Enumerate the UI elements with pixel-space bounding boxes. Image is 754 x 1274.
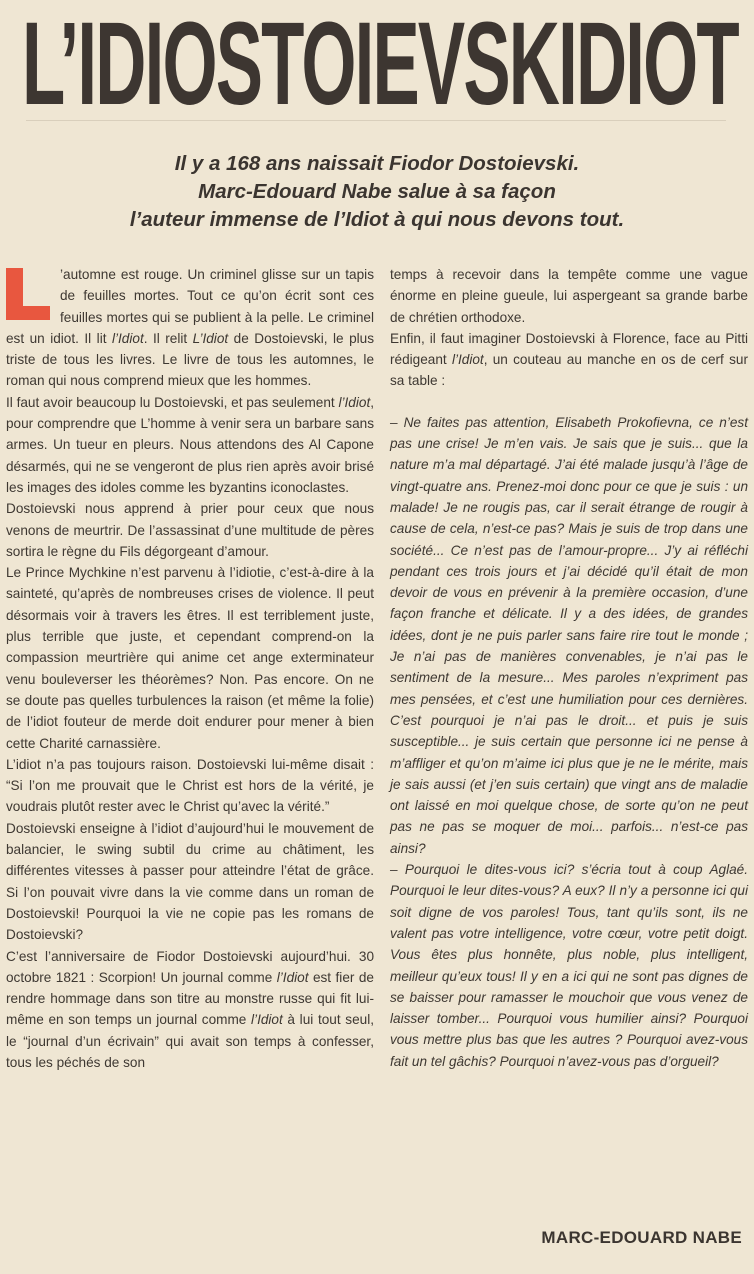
paragraph: Enfin, il faut imaginer Dostoievski à Florence, face au Pitti rédigeant l’Idiot, un couteau au manche en os de cerf sur sa table :: [390, 330, 748, 389]
article-subtitle: [20, 150, 734, 234]
paragraph: L’idiot n’a pas toujours raison. Dostoievski lui-même disait : “Si l’on me prouvait que le Christ est hors de la vérité, je voudrais plutôt rester avec le Christ qu’avec la vérité.”: [6, 756, 374, 815]
paragraph: Le Prince Mychkine n’est parvenu à l’idiotie, c’est-à-dire à la sainteté, qu’après de nombreuses crises de violence. Il peut désormais voir à travers les êtres. Il est terriblement juste, plus terrible que juste, et cependant comprend-on la compassion meurtrière qui anime cet ange exterminateur venu bouleverser les théorèmes? Non. Pas encore. On ne se doute pas quelles turbulences la raison (et même la folie) de l’idiot fouteur de merde doit endurer pour mener à bien cette Charité carnassière.: [6, 565, 374, 751]
paragraph: Il faut avoir beaucoup lu Dostoievski, et pas seulement l’Idiot, pour comprendre que L’homme à venir sera un barbare sans armes. Un tueur en pleurs. Nous attendons des Al Capone désarmés, qui ne se vengeront de plus rien après avoir brisé les images des idoles comme les byzantins iconoclastes.: [6, 394, 374, 495]
left-column: [6, 264, 374, 1073]
spacer: [390, 392, 748, 412]
paragraph: C’est l’anniversaire de Fiodor Dostoievski aujourd’hui. 30 octobre 1821 : Scorpion! Un journal comme l’Idiot est fier de rendre hommage dans son titre au monstre russe qui fit lui-même en son temps un journal comme l’Idiot à lui tout seul, le “journal d’un écrivain” qui avait son temps à confesser, tous les péchés de son: [6, 948, 375, 1070]
quote-paragraph: – Pourquoi le dites-vous ici? s’écria tout à coup Aglaé. Pourquoi le leur dites-vous? A eux? Il n’y a personne ici qui soit digne de vos paroles! Tous, tant qu’ils sont, ils ne valent pas votre intelligence, votre cœur, votre petit doigt. Vous êtes plus honnête, plus noble, plus intelligent, meilleur qu’eux tous! Il y en a ici qui ne sont pas dignes de se baisser pour ramasser le mouchoir que vous venez de laisser tomber... Pourquoi vous humilier ainsi? Pourquoi vous mettre plus bas que les autres ? Pourquoi avez-vous fait un tel gâchis? Pourquoi n’avez-vous pas d’orgueil?: [390, 862, 748, 1069]
dropcap-l: [6, 268, 48, 320]
paragraph: Dostoievski enseigne à l’idiot d’aujourd’hui le mouvement de balancier, le swing subtil du crime au châtiment, les différentes vitesses à passer pour atteindre l’état de grâce. Si l’on pouvait vivre dans la vie comme dans un roman de Dostoievski! Pourquoi la vie ne copie pas les romans de Dostoievski?: [6, 820, 374, 943]
paragraph: Dostoievski nous apprend à prier pour ceux que nous venons de meurtrir. De l’assassinat d’une multitude de pères sortira le règne du Fils dégorgeant d’amour.: [6, 501, 374, 559]
title-rule: [26, 120, 726, 121]
article-title: L’IDIOSTOIEVSKIDIOT: [22, 0, 738, 120]
paragraph: ’automne est rouge. Un criminel glisse sur un tapis de feuilles mortes. Tout ce qu’on écrit sont ces feuilles mortes qui se publient à la pelle. Le criminel est un idiot. Il lit l’Idiot. Il relit L’Idiot de Dostoievski, le plus triste de tous les livres. Le livre de tous les automnes, le roman qui nous comprend mieux que les hommes.: [6, 267, 375, 389]
paragraph: temps à recevoir dans la tempête comme une vague énorme en pleine gueule, lui aspergeant sa grande barbe de chrétien orthodoxe.: [390, 267, 748, 325]
masthead: [0, 0, 754, 120]
author-signature: MARC-EDOUARD NABE: [541, 1228, 742, 1247]
subtitle-line: Il y a 168 ans naissait Fiodor Dostoievski.: [174, 152, 580, 175]
right-column: [390, 264, 748, 1072]
subtitle-line: Marc-Edouard Nabe salue à sa façon: [198, 180, 556, 203]
subtitle-line: l’auteur immense de l’Idiot à qui nous devons tout.: [129, 208, 625, 231]
quote-paragraph: – Ne faites pas attention, Elisabeth Prokofievna, ce n’est pas une crise! Je m’en vais. Je sais que je suis... que la nature m’a mal départagé. J’ai été malade jusqu’à l’âge de vingt-quatre ans. Prenez-moi donc pour ce que je suis : un malade! Je ne rougis pas, car il serait étrange de rougir à cause de cela, n’est-ce pas? Mais je suis de trop dans une société... Ce n’est pas de l’amour-propre... J’y ai réfléchi pendant ces trois jours et j’ai décidé qu’il était de mon devoir de vous en prévenir à la première occasion, d’une façon franche et délicate. Il y a des idées, de grandes idées, dont je ne puis parler sans faire rire tout le monde ; Je n’ai pas de manières convenables, je n’ai pas le sentiment de la mesure... Mes paroles n’expriment pas mes pensées, et c’est une humiliation pour ces dernières. C’est pourquoi je n’ai pas le droit... et puis je suis susceptible... je suis certain que personne ici ne pense à m’affliger et qu’on m’aime ici plus que je ne le mérite, mais je sais aussi (et j’en suis certain) que vingt ans de maladie ont laissé en moi quelque chose, de sorte qu’on ne peut pas ne pas se moquer de moi... parfois... n’est-ce pas ainsi?: [390, 414, 748, 856]
dropcap-foot: [6, 306, 50, 320]
